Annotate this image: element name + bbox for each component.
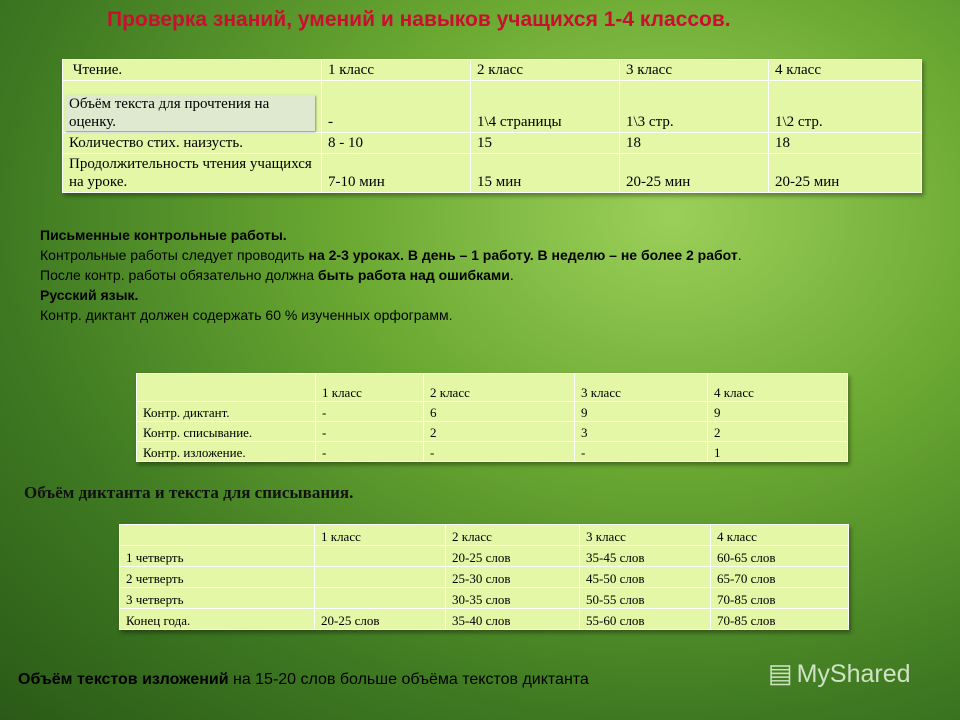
table-row [137,402,848,422]
text: Контрольные работы следует проводить [40,247,309,263]
table-row [63,133,922,154]
table-cell: 30-35 слов [446,588,580,609]
text: на 15-20 слов больше объёма текстов диктанта [228,671,589,688]
section-heading: Письменные контрольные работы. [40,227,287,243]
table-cell: 3 класс [580,525,711,546]
table-cell [315,546,446,567]
table-cell: 4 класс [711,525,849,546]
table-cell: 45-50 слов [580,567,711,588]
table-row [63,60,922,81]
table-cell: - [316,402,424,422]
bold-text: быть работа над ошибками [317,267,510,283]
text-block [40,225,930,325]
table-cell: 9 [575,402,708,422]
table-row [63,81,922,133]
table-cell: Контр. списывание. [137,422,316,442]
table-cell: 4 класс [708,374,848,402]
table-row [137,422,848,442]
table-cell: 9 [708,402,848,422]
table-cell: 1\4 страницы [471,81,620,133]
table-cell [137,374,316,402]
table-cell: 15 мин [471,154,620,193]
table-cell: 15 [471,133,620,154]
table-cell: 20-25 слов [446,546,580,567]
table-cell: 2 класс [424,374,575,402]
table-cell: Продолжительность чтения учащихся на уроке. [63,154,322,193]
table-row [120,525,849,546]
table-cell: 2 [708,422,848,442]
table-row [137,374,848,402]
table-cell: 1 [708,442,848,462]
table-cell: 3 [575,422,708,442]
table-cell: 1 четверть [120,546,315,567]
table-cell: 70-85 слов [711,588,849,609]
reading-table [62,59,922,193]
table-cell: - [424,442,575,462]
bold-text: Объём текстов изложений [18,671,229,688]
table-cell: 18 [620,133,769,154]
table-cell: 55-60 слов [580,609,711,630]
table-row [137,442,848,462]
table-cell: 20-25 мин [769,154,922,193]
table-cell: 1 класс [315,525,446,546]
table-cell: 1\3 стр. [620,81,769,133]
table-cell: Контр. изложение. [137,442,316,462]
table-cell: 8 - 10 [322,133,471,154]
text: . [737,247,742,263]
table-cell: - [322,81,471,133]
text: После контр. работы обязательно должна [40,267,318,283]
table-cell [63,81,322,133]
table-cell: 6 [424,402,575,422]
highlighted-cell-text: Объём текста для прочтения на оценку. [65,95,315,131]
table-cell: 3 класс [620,60,769,81]
table-cell [315,567,446,588]
table-row [120,546,849,567]
table-cell: 35-40 слов [446,609,580,630]
bottom-note [18,671,589,689]
table-cell: 7-10 мин [322,154,471,193]
table-cell: 2 класс [446,525,580,546]
table-cell: Чтение. [63,60,322,81]
table-cell: 65-70 слов [711,567,849,588]
table-cell: 3 класс [575,374,708,402]
text: . [509,267,514,283]
table-cell: - [316,442,424,462]
table-cell: 4 класс [769,60,922,81]
table-cell: 60-65 слов [711,546,849,567]
section-heading: Русский язык. [40,287,139,303]
table-row [120,567,849,588]
watermark-text: MyShared [796,660,911,688]
bold-text: на 2-3 уроках. В день – 1 работу. В неделю – не более 2 работ [308,247,738,263]
watermark-logo [768,658,911,689]
table-cell: 1 класс [316,374,424,402]
table-row [120,609,849,630]
table-cell: 2 [424,422,575,442]
volume-table [119,524,849,630]
table-row [63,154,922,193]
section-title: Объём диктанта и текста для списывания. [24,483,354,502]
table-cell: 35-45 слов [580,546,711,567]
table-cell: 18 [769,133,922,154]
table-cell: - [575,442,708,462]
page-title: Проверка знаний, умений и навыков учащихся 1-4 классов. [107,8,731,31]
table-cell [315,588,446,609]
table-cell: Количество стих. наизусть. [63,133,322,154]
table-cell: Конец года. [120,609,315,630]
table-cell: - [316,422,424,442]
text: Контр. диктант должен содержать 60 % изученных орфограмм. [40,307,453,323]
table-cell: 25-30 слов [446,567,580,588]
table-cell: 1 класс [322,60,471,81]
logo-icon: ▤ [768,658,793,688]
table-cell: 20-25 мин [620,154,769,193]
table-cell [120,525,315,546]
table-row [120,588,849,609]
table-cell: Контр. диктант. [137,402,316,422]
table-cell: 2 класс [471,60,620,81]
table-cell: 20-25 слов [315,609,446,630]
table-cell: 3 четверть [120,588,315,609]
table-cell: 70-85 слов [711,609,849,630]
table-cell: 2 четверть [120,567,315,588]
control-works-table [136,373,848,462]
table-cell: 50-55 слов [580,588,711,609]
table-cell: 1\2 стр. [769,81,922,133]
